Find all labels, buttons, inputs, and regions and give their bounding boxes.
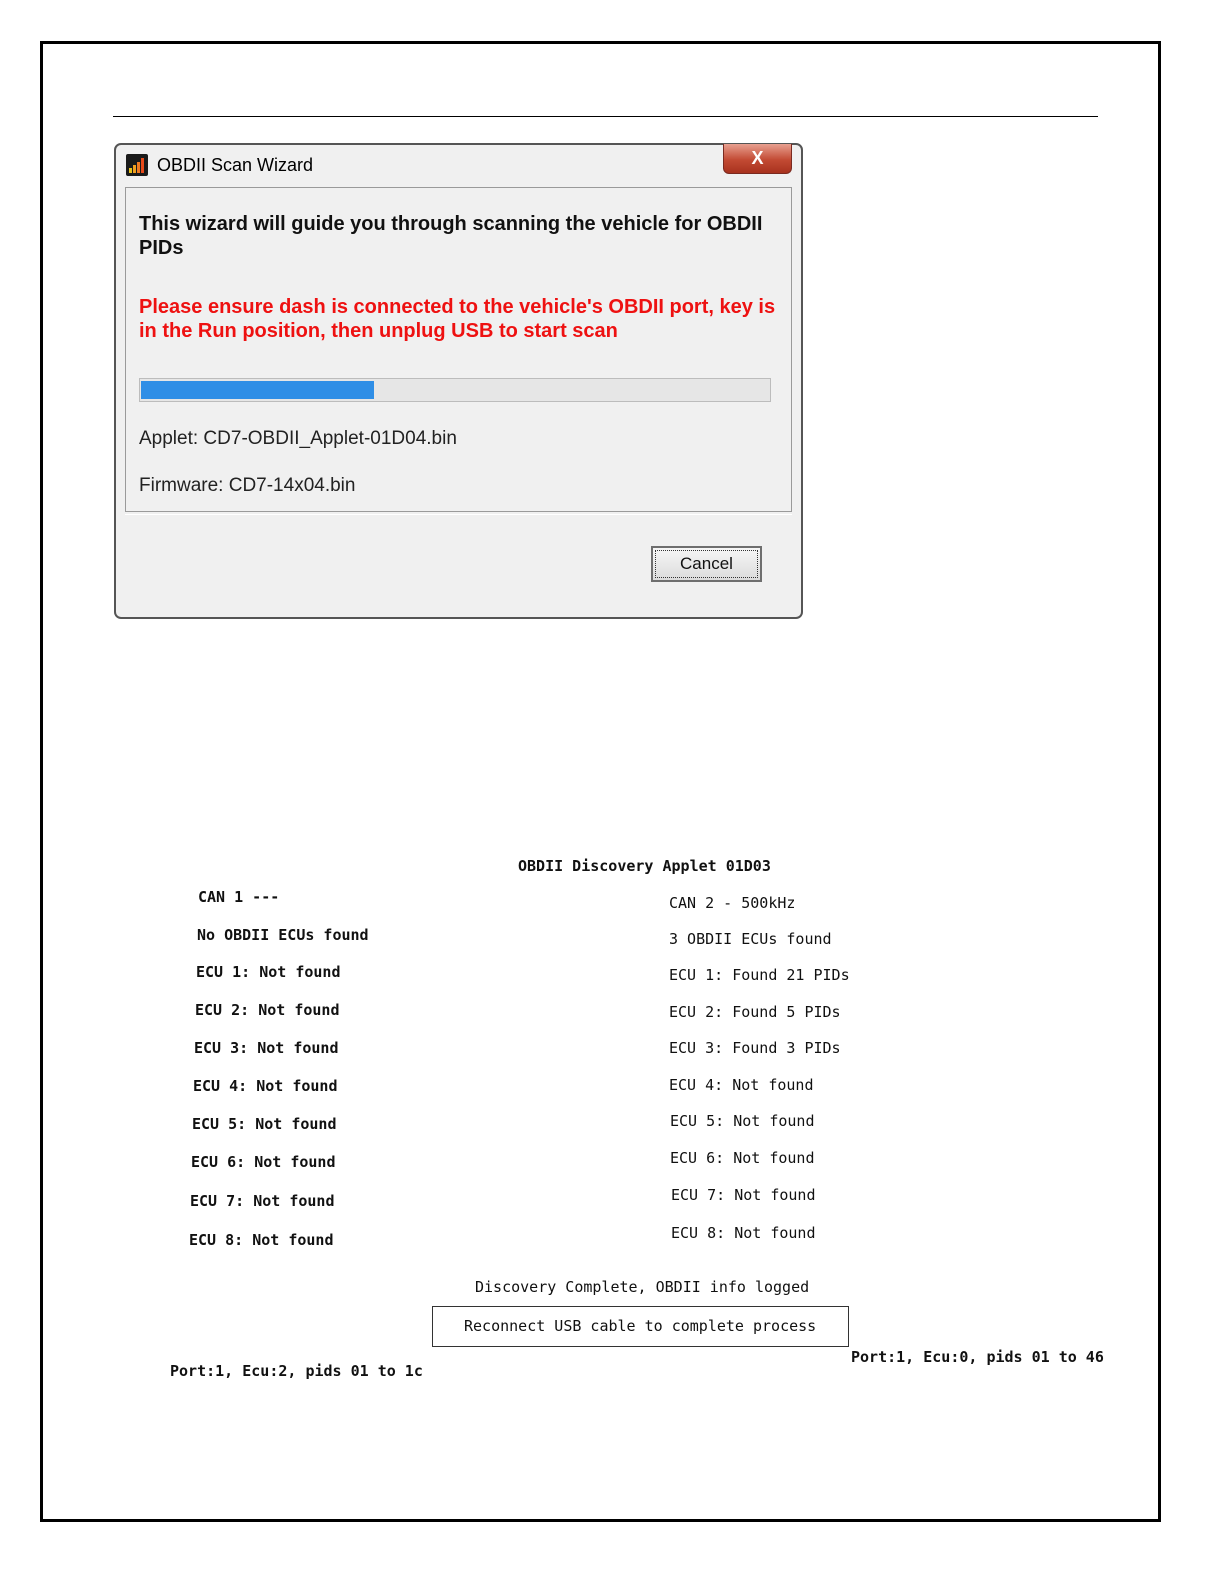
port-info-right: Port:1, Ecu:0, pids 01 to 46 bbox=[851, 1348, 1104, 1366]
can1-ecu-row: ECU 7: Not found bbox=[190, 1192, 335, 1210]
applet-title: OBDII Discovery Applet 01D03 bbox=[518, 857, 771, 875]
can1-ecu-row: ECU 5: Not found bbox=[192, 1115, 337, 1133]
can2-header: CAN 2 - 500kHz bbox=[669, 894, 796, 912]
wizard-content-panel bbox=[125, 187, 792, 512]
firmware-filename: Firmware: CD7-14x04.bin bbox=[139, 475, 356, 496]
can1-summary: No OBDII ECUs found bbox=[197, 926, 369, 944]
wizard-warning: Please ensure dash is connected to the vehicle's OBDII port, key is in the Run position, then unplug USB to start scan bbox=[139, 296, 776, 342]
cancel-button[interactable] bbox=[651, 546, 762, 582]
can2-ecu-row: ECU 4: Not found bbox=[669, 1076, 814, 1094]
can2-ecu-row: ECU 7: Not found bbox=[671, 1186, 816, 1204]
reconnect-prompt: Reconnect USB cable to complete process bbox=[464, 1317, 817, 1335]
can1-header: CAN 1 --- bbox=[198, 888, 280, 906]
can1-ecu-row: ECU 4: Not found bbox=[193, 1077, 338, 1095]
can2-ecu-row: ECU 5: Not found bbox=[670, 1112, 815, 1130]
can2-ecu-row: ECU 8: Not found bbox=[671, 1224, 816, 1242]
can1-ecu-row: ECU 6: Not found bbox=[191, 1153, 336, 1171]
progress-fill bbox=[141, 381, 374, 399]
can1-ecu-row: ECU 1: Not found bbox=[196, 963, 341, 981]
can1-ecu-row: ECU 3: Not found bbox=[194, 1039, 339, 1057]
can2-ecu-row: ECU 2: Found 5 PIDs bbox=[669, 1003, 841, 1021]
dialog-titlebar[interactable] bbox=[116, 145, 801, 185]
dialog-title: OBDII Scan Wizard bbox=[157, 155, 314, 175]
can2-ecu-row: ECU 6: Not found bbox=[670, 1149, 815, 1167]
applet-filename: Applet: CD7-OBDII_Applet-01D04.bin bbox=[139, 428, 457, 449]
wizard-instructions: This wizard will guide you through scanning the vehicle for OBDII PIDs bbox=[139, 213, 763, 259]
can1-ecu-row: ECU 2: Not found bbox=[195, 1001, 340, 1019]
can2-ecu-row: ECU 3: Found 3 PIDs bbox=[669, 1039, 841, 1057]
can2-summary: 3 OBDII ECUs found bbox=[669, 930, 832, 948]
can2-ecu-row: ECU 1: Found 21 PIDs bbox=[669, 966, 850, 984]
discovery-status: Discovery Complete, OBDII info logged bbox=[475, 1278, 810, 1296]
close-button[interactable]: X bbox=[723, 144, 792, 174]
cancel-button-label: Cancel bbox=[655, 550, 758, 578]
signal-bars-icon bbox=[126, 154, 148, 176]
can1-ecu-row: ECU 8: Not found bbox=[189, 1231, 334, 1249]
scan-wizard-dialog bbox=[114, 143, 803, 619]
scan-progress-bar bbox=[139, 378, 771, 402]
header-rule bbox=[113, 116, 1098, 117]
port-info-left: Port:1, Ecu:2, pids 01 to 1c bbox=[170, 1362, 423, 1380]
